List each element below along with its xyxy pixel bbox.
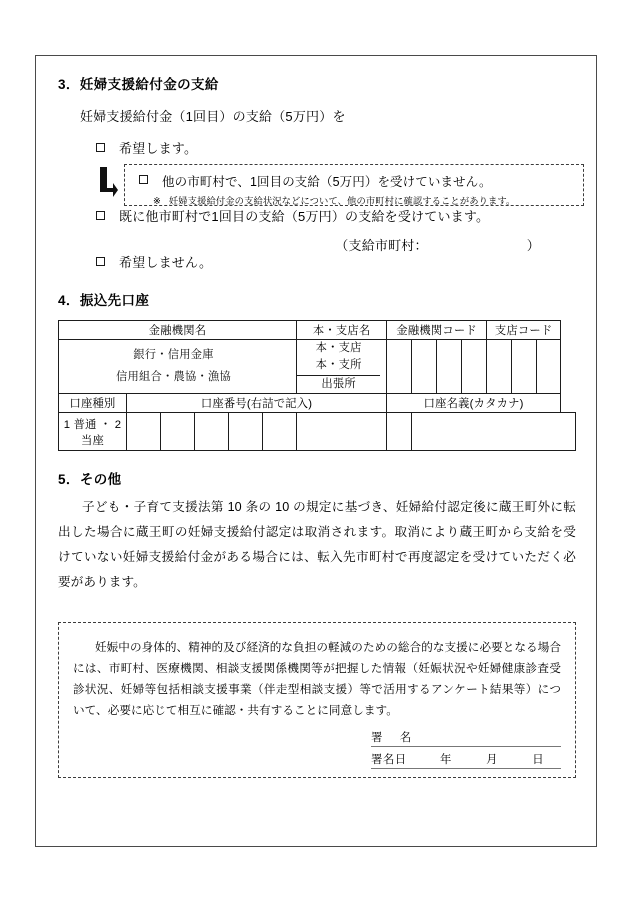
section-5-paragraph: 子ども・子育て支援法第 10 条の 10 の規定に基づき、妊婦給付認定後に蔵王町外に転出した場合に蔵王町の妊婦支援給付認定は取消されます。取消により蔵王町から支給を受けていない妊婦支援給付金がある場合には、転入先市町村で再度認定を受けていただく必要があります。 (58, 499, 576, 590)
account-kind-input[interactable]: 1 普通 ・ 2 当座 (59, 413, 127, 451)
nested-dashed-box (124, 164, 584, 206)
page-content (58, 76, 576, 778)
section-3-number: 3． (58, 77, 80, 92)
branch-type-shucchojo: 出張所 (321, 377, 356, 390)
down-right-arrow-icon (96, 166, 118, 200)
account-number-cell[interactable] (229, 413, 263, 451)
section-3-heading (58, 76, 576, 94)
fin-type-line-2: 信用組合・農協・漁協 (116, 370, 232, 383)
bank-account-table (58, 320, 576, 452)
consent-box (58, 622, 576, 778)
branch-code-cell[interactable] (537, 339, 561, 394)
section-3-title: 妊婦支援給付金の支給 (79, 77, 219, 92)
checkbox-icon[interactable] (96, 211, 105, 220)
option-row-kibou-shimasen[interactable] (96, 254, 576, 272)
section-3 (58, 76, 576, 272)
section-5-title: その他 (79, 472, 122, 488)
signature-area (73, 727, 561, 769)
header-financial-institution-name: 金融機関名 (59, 320, 297, 339)
table-header-row (59, 320, 576, 339)
section-5-number: 5． (58, 472, 80, 488)
bank-code-cell[interactable] (412, 339, 437, 394)
account-number-cell[interactable] (297, 413, 387, 451)
header-account-number: 口座番号(右詰で記入) (127, 394, 387, 413)
nested-note (153, 193, 583, 207)
bank-code-cell[interactable] (387, 339, 412, 394)
option-label: 希望しません。 (119, 255, 213, 271)
bank-code-cell[interactable] (462, 339, 487, 394)
date-fields (407, 751, 561, 767)
header-branch-name: 本・支店名 (297, 320, 387, 339)
branch-type-honten: 本・支店 (315, 341, 362, 354)
note-text: 妊婦支援給付金の支給状況などについて、他の市町村に確認することがあります。 (168, 195, 516, 206)
nested-option-row[interactable] (139, 172, 583, 190)
table-input-row (59, 413, 576, 451)
option-row-kibou-shimasu[interactable] (96, 140, 576, 158)
table-input-row (59, 339, 576, 394)
signature-label: 署 名 (371, 732, 415, 745)
nested-condition-block (96, 164, 576, 208)
branch-code-cell[interactable] (512, 339, 537, 394)
option-row-already-received[interactable] (96, 208, 576, 226)
nested-option-label: 他の市町村で、1回目の支給（5万円）を受けていません。 (162, 174, 492, 189)
checkbox-icon[interactable] (96, 257, 105, 266)
section-5-heading (58, 471, 576, 489)
table-header-row (59, 394, 576, 413)
account-holder-input[interactable] (412, 413, 576, 451)
financial-institution-input[interactable] (59, 339, 297, 394)
checkbox-icon[interactable] (96, 143, 105, 152)
section-3-lead: 妊婦支援給付金（1回目）の支給（5万円）を (80, 108, 346, 124)
account-number-cell[interactable] (263, 413, 297, 451)
branch-type-honsho: 本・支所 (297, 357, 380, 376)
header-account-kind: 口座種別 (59, 394, 127, 413)
branch-name-input[interactable] (297, 339, 387, 394)
signature-date-label: 署名日 (371, 754, 407, 767)
option-label: 既に他市町村で1回目の支給（5万円）の支給を受けています。 (119, 208, 490, 224)
paying-municipality-field[interactable]: （支給市町村： ） (335, 238, 540, 254)
note-mark: ※ (153, 195, 161, 206)
form-page (35, 55, 597, 847)
fin-type-line-1: 銀行・信用金庫 (133, 349, 214, 362)
account-number-cell[interactable] (387, 413, 412, 451)
header-branch-code: 支店コード (487, 320, 561, 339)
date-unit-month: 月 (486, 754, 498, 767)
section-4-title: 振込先口座 (79, 293, 150, 309)
signature-table (371, 727, 561, 769)
branch-code-cell[interactable] (487, 339, 512, 394)
signature-date-row[interactable] (371, 749, 561, 769)
date-unit-day: 日 (532, 754, 544, 767)
signature-row[interactable] (371, 727, 561, 747)
consent-text: 妊娠中の身体的、精神的及び経済的な負担の軽減のための総合的な支援に必要となる場合には、市町村、医療機関、相談支援関係機関等が把握した情報（妊娠状況や妊婦健康診査受診状況、妊婦等包括相談支援事業（伴走型相談支援）等で活用するアンケート結果等）について、必要に応じて相互に確認・共有することに同意します。 (73, 640, 561, 717)
account-number-cell[interactable] (161, 413, 195, 451)
section-4-number: 4． (58, 293, 80, 309)
account-number-cell[interactable] (127, 413, 161, 451)
checkbox-icon[interactable] (139, 175, 148, 184)
header-bank-code: 金融機関コード (387, 320, 487, 339)
account-number-cell[interactable] (195, 413, 229, 451)
option-label: 希望します。 (119, 140, 198, 156)
section-4 (58, 292, 576, 451)
bank-code-cell[interactable] (437, 339, 462, 394)
section-4-heading (58, 292, 576, 310)
date-unit-year: 年 (440, 754, 452, 767)
header-account-holder: 口座名義(カタカナ) (387, 394, 561, 413)
section-5 (58, 471, 576, 595)
